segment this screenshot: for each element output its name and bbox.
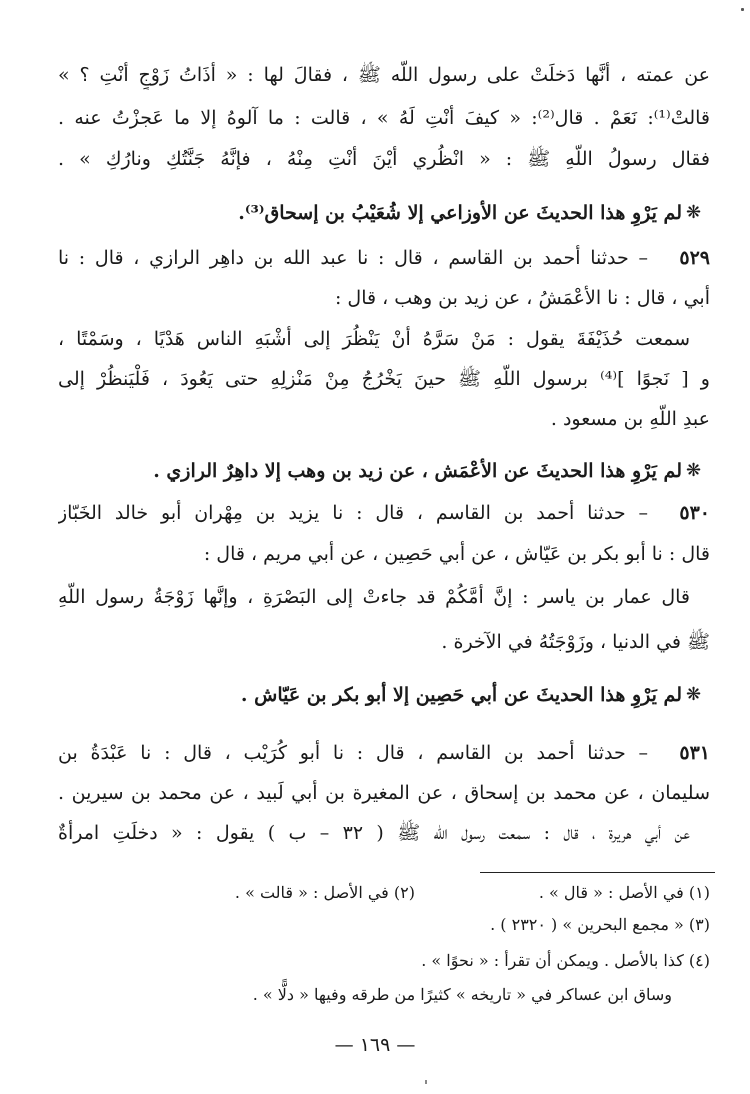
footnote: (٢) في الأصل : « قالت » . bbox=[234, 883, 415, 902]
scan-speck bbox=[425, 1080, 427, 1084]
star-ornament-icon: ❋ bbox=[686, 202, 702, 223]
text-line: عن أبي هريرة ، قال : سمعت رسول الله ﷺ ( ٣٢ – ب ) يقول : « دخلَتِ امرأةٌ bbox=[58, 822, 690, 844]
hadith-number: ٥٣٠ bbox=[679, 502, 710, 524]
page-number: — ١٦٩ — bbox=[334, 1034, 416, 1056]
text-line: – حدثنا أحمد بن القاسم ، قال : نا عبد الله بن داهِر الرازي ، قال : نا bbox=[58, 247, 648, 269]
star-ornament-icon: ❋ bbox=[686, 684, 702, 705]
star-ornament-icon: ❋ bbox=[686, 460, 702, 481]
text-line: – حدثنا أحمد بن القاسم ، قال : نا يزيد بن مِهْران أبو خالد الخَبّاز bbox=[58, 502, 648, 524]
scan-speck bbox=[741, 8, 744, 11]
text-line: قال : نا أبو بكر بن عَيّاش ، عن أبي حَصِين ، عن أبي مريم ، قال : bbox=[203, 543, 710, 565]
footnote: (٤) كذا بالأصل . ويمكن أن تقرأ : « نحوًا » . bbox=[421, 951, 710, 970]
section-heading: لم يَرْوِ هذا الحديثَ عن الأوزاعي إلا شُعَيْبُ بن إسحاق⁽³⁾. bbox=[238, 202, 682, 224]
text-line: عن عمته ، أنَّها دَخلَتْ على رسول اللّه ﷺ ، فقالَ لها : « أذَاتُ زَوْجٍ أنْتِ ؟ » bbox=[58, 64, 710, 86]
text-line: سمعت حُذَيْفَةَ يقول : مَنْ سَرَّهُ أنْ يَنْظُرَ إلى أشْبَهِ الناس هَدْيًا ، وسَمْتًا ، bbox=[58, 328, 690, 350]
hadith-number: ٥٢٩ bbox=[679, 247, 710, 269]
text-line: أبي ، قال : نا الأعْمَشُ ، عن زيد بن وهب ، قال : bbox=[334, 287, 710, 309]
text-line: و [ نَجوًا ]⁽⁴⁾ برسول اللّهِ ﷺ حينَ يَخْرُجُ مِنْ مَنْزلِهِ حتى يَعُودَ ، فَلْيَنظُرْ إلى bbox=[58, 368, 710, 390]
text-line: – حدثنا أحمد بن القاسم ، قال : نا أبو كُرَيْب ، قال : نا عَبْدَةُ بن bbox=[58, 742, 648, 764]
hadith-number: ٥٣١ bbox=[679, 742, 710, 764]
section-heading: لم يَرْوِ هذا الحديثَ عن الأعْمَش ، عن زيد بن وهب إلا داهِرٌ الرازي . bbox=[153, 460, 682, 482]
text-line: قال عمار بن ياسر : إنَّ أمَّكُمْ قد جاءتْ إلى البَصْرَةِ ، وإنَّها زَوْجَةُ رسول اللّهِ bbox=[58, 586, 690, 608]
text-line: سليمان ، عن محمد بن إسحاق ، عن المغيرة بن أبي لَبيد ، عن محمد بن سيرين . bbox=[58, 782, 710, 804]
text-line: عبدِ اللّهِ بن مسعود . bbox=[550, 408, 710, 430]
section-heading: لم يَرْوِ هذا الحديثَ عن أبي حَصِين إلا أبو بكر بن عَيّاش . bbox=[240, 684, 682, 706]
text-line: ﷺ في الدنيا ، وزَوْجَتُهُ في الآخرة . bbox=[441, 631, 710, 653]
footnote: (٣) « مجمع البحرين » ( ٢٣٢٠ ) . bbox=[490, 915, 710, 934]
footnote: (١) في الأصل : « قال » . bbox=[538, 883, 710, 902]
text-line: قالتْ⁽¹⁾: نَعَمْ . قال⁽²⁾: « كيفَ أنْتِ لَهُ » ، قالت : ما آلوهُ إلا ما عَجزْتُ عنه . bbox=[58, 107, 710, 129]
footnote: وساق ابن عساكر في « تاريخه » كثيرًا من طرقه وفيها « دلًّا » . bbox=[252, 985, 672, 1004]
footnote-rule bbox=[480, 872, 715, 873]
text-line: فقال رسولُ اللّهِ ﷺ : « انْظُري أيْنَ أنْتِ مِنْهُ ، فإنَّهُ جَنَّتُكِ ونارُكِ » . bbox=[58, 148, 710, 170]
